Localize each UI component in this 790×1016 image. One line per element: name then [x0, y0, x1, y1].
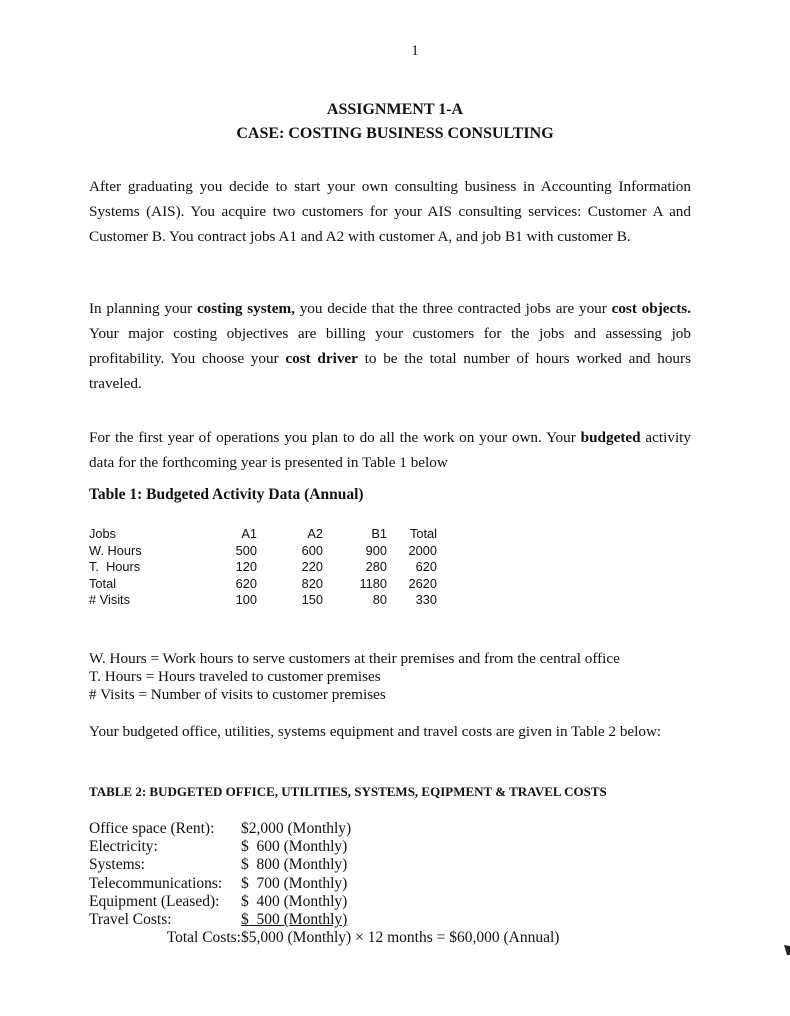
table-cell: 1180 [359, 575, 387, 591]
table-cell: Jobs [89, 526, 117, 541]
definition-t-hours: T. Hours = Hours traveled to customer premises [89, 668, 381, 685]
costs-list [89, 820, 559, 947]
table-cell: 900 [365, 542, 387, 558]
table-cell: Total [89, 575, 117, 591]
table-cell: A1 [241, 526, 257, 541]
cost-row-travel: Travel Costs: $ 500 (Monthly) [89, 911, 348, 929]
table-row [89, 526, 449, 543]
activity-table [89, 526, 449, 609]
table-cell: 220 [301, 559, 323, 575]
definitions [89, 650, 620, 704]
assignment-title: ASSIGNMENT 1-A [326, 101, 464, 118]
page-number: 1 [411, 43, 419, 59]
definition-visits: # Visits = Number of visits to customer premises [89, 686, 386, 703]
bold-costing-system: costing system, [196, 300, 295, 317]
table-cell: 120 [235, 559, 257, 575]
table-cell: # Visits [89, 592, 131, 608]
table-cell: 620 [235, 575, 257, 591]
budget-intro-paragraph: For the first year of operations you plan to do all the work on your own. Your budgeted activity data for the forthcoming year is presented in Table 1 below [89, 429, 691, 471]
table2-caption: TABLE 2: BUDGETED OFFICE, UTILITIES, SYSTEMS, EQIPMENT & TRAVEL COSTS [89, 784, 607, 799]
table-cell: 820 [301, 575, 323, 591]
table-cell: 280 [365, 559, 387, 575]
case-title: CASE: COSTING BUSINESS CONSULTING [236, 125, 554, 142]
table-cell: B1 [371, 526, 387, 541]
table-row [89, 592, 449, 609]
costing-system-paragraph: In planning your costing system, you decide that the three contracted jobs are your cost objects. Your major costing objectives are billing your customers for the jobs and assessing job profitability. You choose your cost driver to be the total number of hours worked and hours traveled. [89, 300, 692, 392]
table1-caption: Table 1: Budgeted Activity Data (Annual) [89, 486, 364, 503]
table-cell: 620 [415, 559, 437, 575]
cost-row-rent: Office space (Rent): $2,000 (Monthly) [89, 820, 352, 837]
bold-budgeted: budgeted [580, 429, 641, 446]
definition-w-hours: W. Hours = Work hours to serve customers at their premises and from the central office [89, 650, 620, 667]
bold-cost-driver: cost driver [285, 350, 358, 367]
intro-paragraph: After graduating you decide to start your own consulting business in Accounting Information Systems (AIS). You acquire two customers for your AIS consulting services: Customer A and Customer B. You contract jobs A1 and A2 with customer A, and job B1 with customer B. [89, 178, 691, 245]
table-cell: 2620 [408, 575, 437, 591]
table-cell: Total [409, 526, 437, 541]
table-row [89, 543, 449, 560]
table-cell: 500 [235, 542, 257, 558]
table-cell: A2 [307, 526, 323, 541]
table-cell: 2000 [408, 542, 437, 558]
cost-row-electricity: Electricity: $ 600 (Monthly) [89, 838, 348, 856]
table-cell: W. Hours [89, 542, 142, 558]
costs-intro-paragraph: Your budgeted office, utilities, systems equipment and travel costs are given in Table 2 below: [89, 723, 662, 740]
edge-mark-icon [784, 945, 790, 955]
cost-row-total: Total Costs:$5,000 (Monthly) × 12 months = $60,000 (Annual) [166, 929, 560, 947]
cost-row-equipment: Equipment (Leased): $ 400 (Monthly) [89, 892, 348, 910]
table-row [89, 559, 449, 576]
table-cell: 80 [372, 592, 387, 608]
table-cell: 150 [301, 592, 323, 608]
table-row [89, 576, 449, 593]
cost-row-systems: Systems: $ 800 (Monthly) [89, 856, 348, 874]
table-cell: T. Hours [89, 559, 141, 575]
cost-row-telecom: Telecommunications: $ 700 (Monthly) [89, 874, 348, 892]
table-cell: 600 [301, 542, 323, 558]
table-cell: 330 [415, 592, 437, 608]
table-cell: 100 [235, 592, 257, 608]
bold-cost-objects: cost objects. [611, 300, 692, 317]
